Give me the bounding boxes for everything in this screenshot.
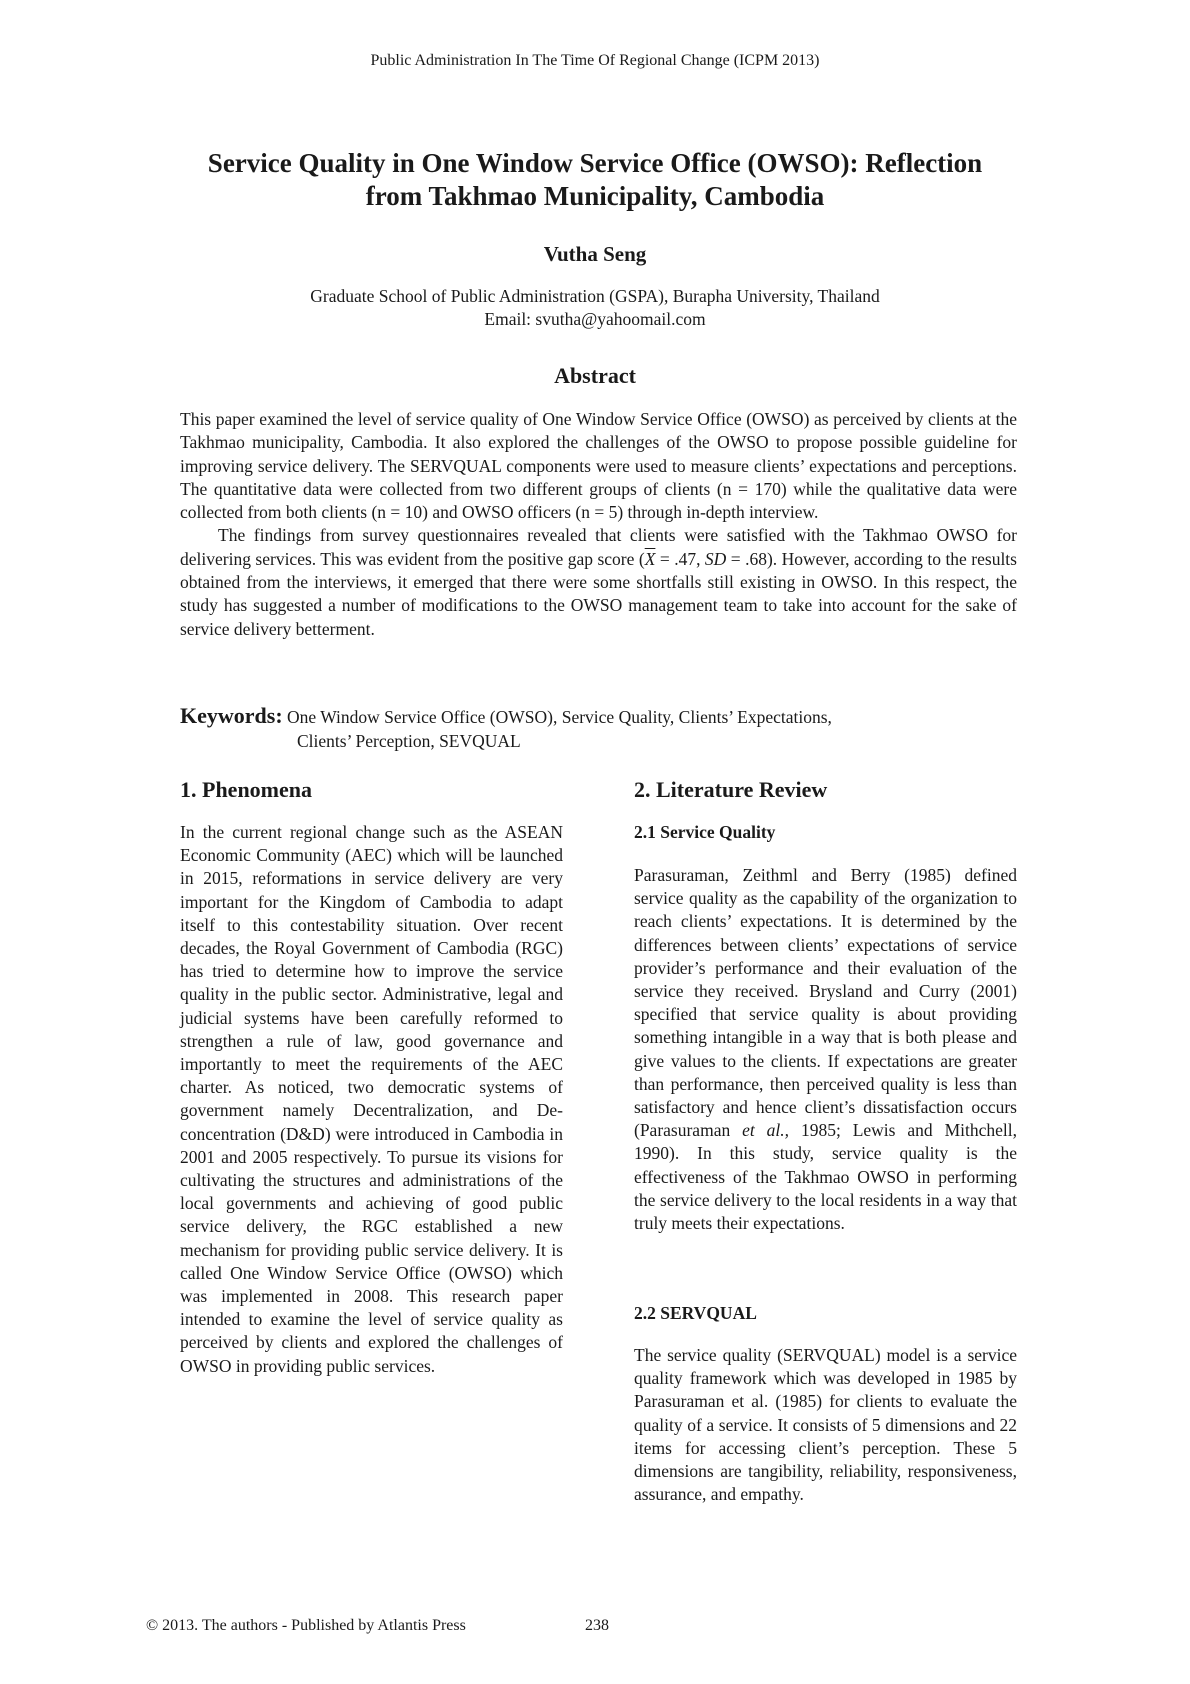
subsection-2-1-body bbox=[634, 864, 1017, 1235]
subsection-2-1-paragraph bbox=[634, 864, 1017, 1235]
section-1-heading: 1. Phenomena bbox=[180, 777, 312, 802]
abstract-p2-end: = .68). However, according to the results obtained from the interviews, it emerged that there were some shortfalls still existing in OWSO. In this respect, the study has suggested a number of modifications to the OWSO management team to take into account for the sake of service delivery betterment. bbox=[180, 548, 1017, 639]
keywords-label: Keywords: bbox=[180, 703, 283, 728]
keywords-line-1: One Window Service Office (OWSO), Service Quality, Clients’ Expectations, bbox=[287, 707, 832, 727]
affiliation-text: Graduate School of Public Administration (GSPA), Burapha University, Thailand bbox=[310, 286, 880, 306]
sub1-text-start: Parasuraman, Zeithml and Berry (1985) defined service quality as the capability of the organization to reach clients’ expectations. It is determined by the differences between clients’ expectations of service provider’s performance and their evaluation of the service they received. Brysland and Curry (2001) specified that service quality is about providing something intangible in a way that is both please and give values to the clients. If expectations are greater than performance, then perceived quality is less than satisfactory and hence client’s dissatisfaction occurs (Parasuraman bbox=[634, 865, 1017, 1141]
running-head: Public Administration In The Time Of Regional Change (ICPM 2013) bbox=[370, 52, 820, 69]
section-1-body bbox=[180, 821, 563, 1378]
abstract-heading: Abstract bbox=[554, 363, 636, 388]
page-number: 238 bbox=[585, 1617, 609, 1634]
subsection-2-1-heading: 2.1 Service Quality bbox=[634, 822, 776, 842]
abstract-paragraph-1: This paper examined the level of service quality of One Window Service Office (OWSO) as perceived by clients at the Takhmao municipality, Cambodia. It also explored the challenges of the OWSO to propose possible guideline for improving service delivery. The SERVQUAL components were used to measure clients’ expectations and perceptions. The quantitative data were collected from two different groups of clients (n = 170) while the qualitative data were collected from both clients (n = 10) and OWSO officers (n = 5) through in-depth interview. bbox=[180, 409, 1017, 523]
section-2-heading: 2. Literature Review bbox=[634, 777, 828, 802]
subsection-2-2-paragraph: The service quality (SERVQUAL) model is a service quality framework which was developed in 1985 by Parasuraman et al. (1985) for clients to evaluate the quality of a service. It consists of 5 dimensions and 22 items for accessing client’s perception. These 5 dimensions are tangibility, reliability, responsiveness, assurance, and empathy. bbox=[634, 1345, 1017, 1505]
sub1-et-al: et al., bbox=[742, 1120, 790, 1141]
abstract-paragraph-2 bbox=[180, 524, 1017, 640]
abstract-p2-start: The findings from survey questionnaires revealed that clients were satisfied with the Takhmao OWSO for delivering services. This was evident from the positive gap score ( bbox=[180, 525, 1017, 569]
footer-copyright: © 2013. The authors - Published by Atlantis Press bbox=[146, 1617, 466, 1634]
author-name: Vutha Seng bbox=[543, 242, 647, 266]
sub1-text-end: 1985; Lewis and Mithchell, 1990). In this study, service quality is the effectiveness of the Takhmao OWSO in performing the service delivery to the local residents in a way that truly meets their expectations. bbox=[634, 1120, 1017, 1234]
title-line-1: Service Quality in One Window Service Office (OWSO): Reflection bbox=[207, 148, 983, 178]
sd-symbol: SD bbox=[704, 548, 727, 569]
keywords-block bbox=[180, 704, 1017, 753]
author-affiliation bbox=[0, 285, 1190, 331]
abstract-p2-mid: = .47, bbox=[655, 548, 705, 569]
subsection-2-2-body bbox=[634, 1344, 1017, 1506]
abstract-body bbox=[180, 408, 1017, 641]
mean-symbol: $\overline{X}$ bbox=[644, 548, 656, 569]
keywords-line-2: Clients’ Perception, SEVQUAL bbox=[297, 730, 521, 751]
author-email: Email: svutha@yahoomail.com bbox=[484, 309, 706, 329]
paper-title bbox=[150, 147, 1040, 213]
section-1-paragraph: In the current regional change such as the ASEAN Economic Community (AEC) which will be launched in 2015, reformations in service delivery are very important for the Kingdom of Cambodia to adapt itself to this contestability situation. Over recent decades, the Royal Government of Cambodia (RGC) has tried to determine how to improve the service quality in the public sector. Administrative, legal and judicial systems have been carefully reformed to strengthen a rule of law, good governance and importantly to meet the requirements of the AEC charter. As noticed, two democratic systems of government namely Decentralization, and De-concentration (D&D) were introduced in Cambodia in 2001 and 2005 respectively. To pursue its visions for cultivating the structures and administrations of the local governments and achieving of good public service delivery, the RGC established a new mechanism for providing public service delivery. It is called One Window Service Office (OWSO) which was implemented in 2008. This research paper intended to examine the level of service quality as perceived by clients and explored the challenges of OWSO in providing public services. bbox=[180, 822, 563, 1376]
title-line-2: from Takhmao Municipality, Cambodia bbox=[365, 181, 825, 211]
subsection-2-2-heading: 2.2 SERVQUAL bbox=[634, 1303, 757, 1323]
